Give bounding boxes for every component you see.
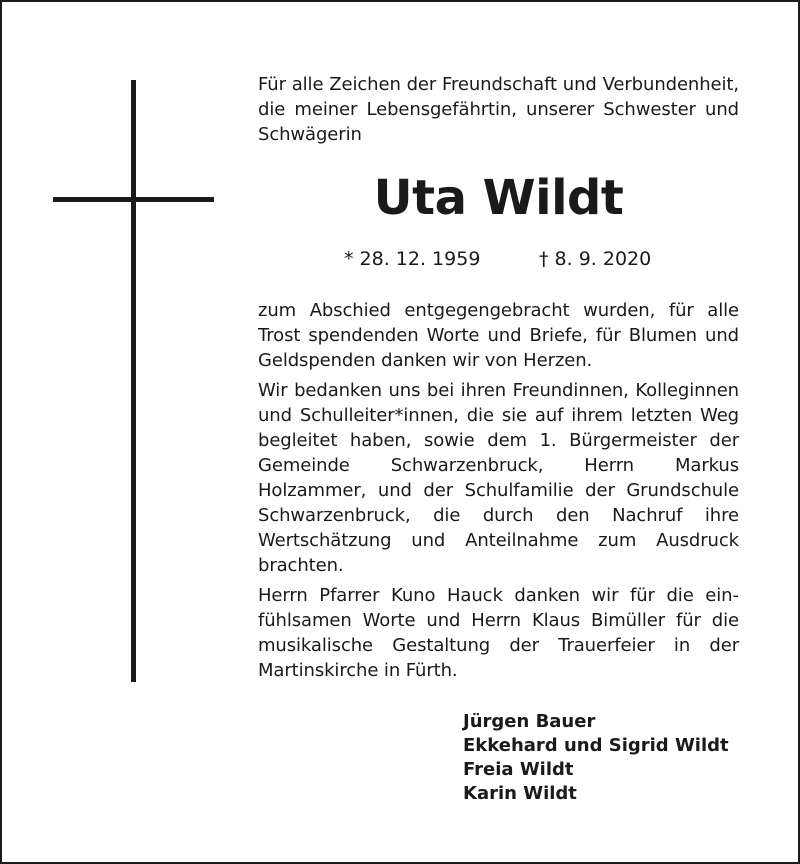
deceased-name: Uta Wildt xyxy=(373,170,624,226)
signature-name: Karin Wildt xyxy=(463,783,577,804)
signature-name: Ekkehard und Sigrid Wildt xyxy=(463,735,729,756)
intro-text: Für alle Zeichen der Freundschaft und Verbundenheit, die meiner Lebensgefährtin, unserer Schwester und Schwägerin xyxy=(258,74,739,145)
signatures xyxy=(463,710,729,806)
signature-name: Jürgen Bauer xyxy=(463,711,596,732)
signature-name: Freia Wildt xyxy=(463,759,574,780)
birth-date: * 28. 12. 1959 xyxy=(344,248,481,270)
cross-vertical-bar xyxy=(131,80,136,682)
cross-horizontal-bar xyxy=(53,197,214,202)
thanks-paragraph-3: Herrn Pfarrer Kuno Hauck danken wir für die einfühlsamen Worte und Herrn Klaus Bimüller für die musikalische Gestaltung der Trauerfeier in der Martinskirche in Fürth. xyxy=(258,585,739,681)
thanks-paragraph-1: zum Abschied entgegengebracht wurden, für alle Trost spendenden Worte und Briefe, für Blumen und Geldspenden danken wir von Herzen. xyxy=(258,300,739,371)
thanks-paragraph-2: Wir bedanken uns bei ihren Freundinnen, Kolleginnen und Schulleiter*innen, die sie auf ihrem letzten Weg begleitet haben, sowie dem 1. Bürgermeister der Gemeinde Schwarzenbruck, Herrn Markus Holzammer, und der Schulfamilie der Grundschule Schwarzenbruck, die durch den Nachruf ihre Wertschätzung und Anteilnahme zum Ausdruck brachten. xyxy=(258,380,739,576)
death-date: † 8. 9. 2020 xyxy=(539,248,652,270)
